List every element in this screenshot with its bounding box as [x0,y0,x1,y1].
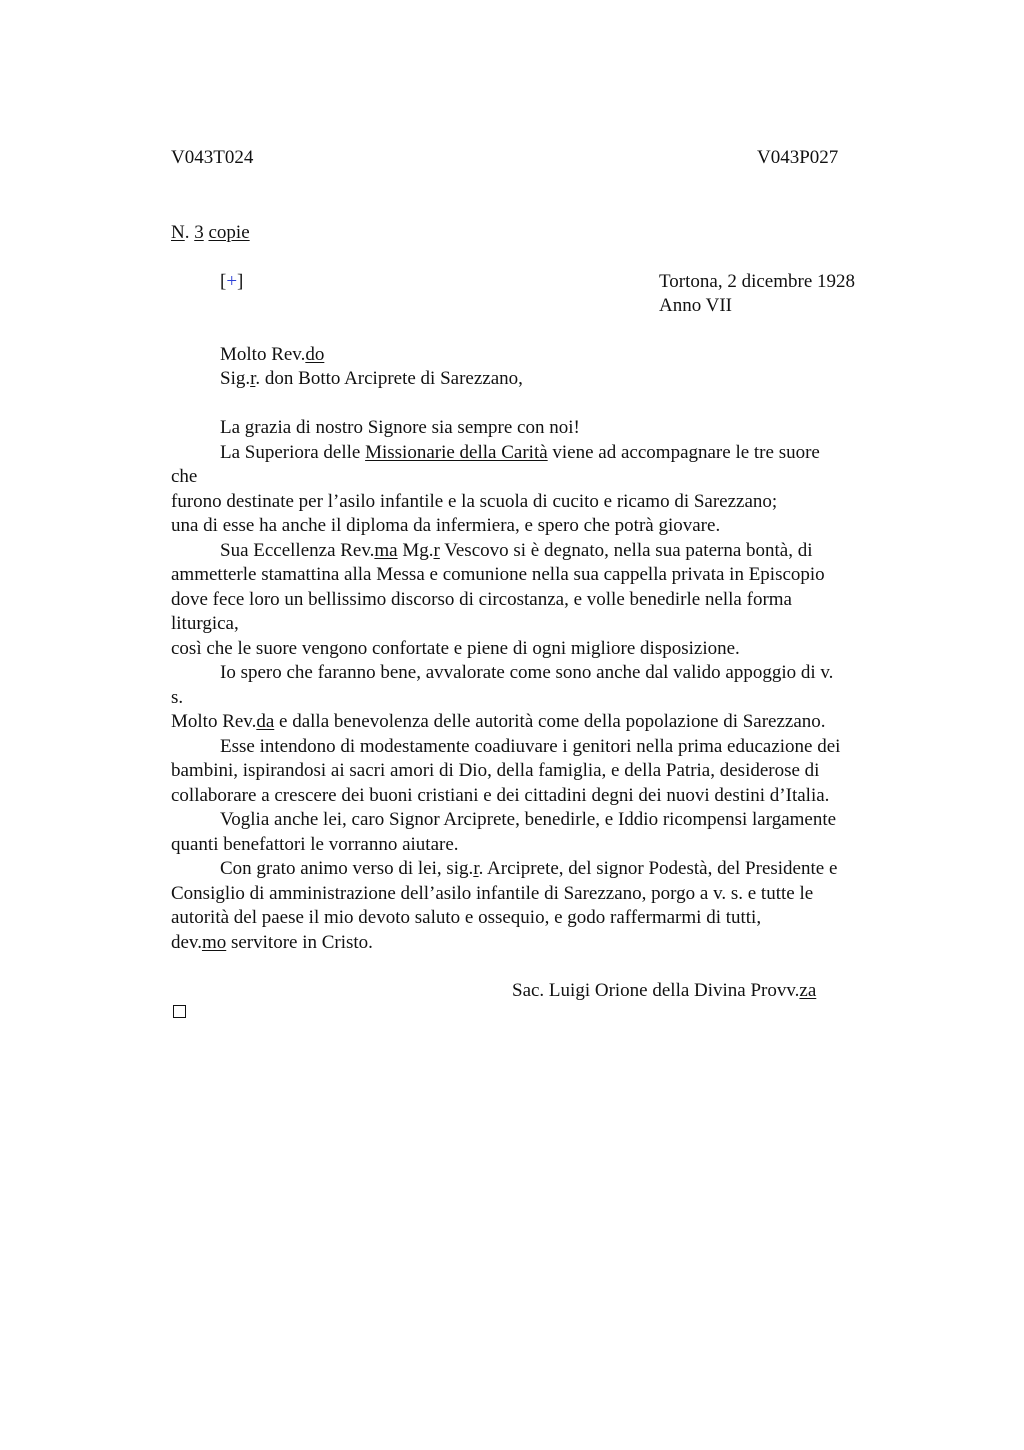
body-abbrev: r [433,540,440,561]
body-text: Molto Rev. [171,711,257,732]
cross-mark [220,271,243,293]
congregation-name: Missionarie della Carità [365,442,548,463]
body-line: bambini, ispirandosi ai sacri amori di Dio, della famiglia, e della Patria, desiderose di [171,760,820,781]
body-text: Con grato animo verso di lei, sig. [220,858,474,879]
salutation-abbrev: do [305,344,325,365]
body-line [171,931,373,955]
copies-word: copie [208,222,250,243]
body-abbrev: da [256,711,275,732]
body-abbrev: mo [201,932,227,953]
salutation-line-1 [220,343,324,367]
copies-number: 3 [194,222,204,243]
body-line: che [171,466,198,487]
body-text: dev. [171,932,202,953]
body-line: quanti benefattori le vorranno aiutare. [171,834,459,855]
copies-n: N [171,222,185,243]
body-line: collaborare a crescere dei buoni cristiani e dei cittadini degni dei nuovi destini d’Italia. [171,785,830,806]
copies-note [171,222,250,244]
body-text: Sua Eccellenza Rev. [220,540,375,561]
salutation-text: Sig. [220,368,251,389]
body-line: ammetterle stamattina alla Messa e comunione nella sua cappella privata in Episcopio [171,564,825,585]
body-line [171,710,826,734]
body-line: Voglia anche lei, caro Signor Arciprete, benedirle, e Iddio ricompensi largamente [220,809,837,830]
salutation-line-2 [220,367,523,391]
body-line: Consiglio di amministrazione dell’asilo infantile di Sarezzano, porgo a v. s. e tutte le [171,883,814,904]
salutation-text: . don Botto Arciprete di Sarezzano, [255,368,523,389]
body-line: s. [171,687,184,708]
empty-box-icon [173,1005,186,1018]
body-line: dove fece loro un bellissimo discorso di circostanza, e volle benedirle nella forma [171,589,792,610]
body-abbrev: r [473,858,479,879]
cross-open-bracket: [ [220,271,227,292]
signature [512,980,816,1002]
body-line: una di esse ha anche il diploma da infermiera, e spero che potrà giovare. [171,515,721,536]
anno: Anno VII [659,295,733,316]
body-text: Vescovo si è degnato, nella sua paterna bontà, di [439,540,813,561]
document-code-left: V043T024 [171,147,254,168]
body-text: servitore in Cristo. [226,932,373,953]
body-line: Esse intendono di modestamente coadiuvare i genitori nella prima educazione dei [220,736,841,757]
cross-close-bracket: ] [237,271,244,292]
body-line: liturgica, [171,613,239,634]
body-text: e dalla benevolenza delle autorità come della popolazione di Sarezzano. [274,711,826,732]
copies-dot: . [184,222,195,243]
body-line: furono destinate per l’asilo infantile e la scuola di cucito e ricamo di Sarezzano; [171,491,778,512]
cross-icon: + [226,271,238,292]
body-line: Io spero che faranno bene, avvalorate come sono anche dal valido appoggio di v. [220,662,834,683]
salutation-abbrev: r [250,368,256,389]
body-line [220,441,820,465]
body-line [220,857,837,881]
body-line: così che le suore vengono confortate e piene di ogni migliore disposizione. [171,638,740,659]
body-text: viene ad accompagnare le tre suore [547,442,820,463]
salutation-text: Molto Rev. [220,344,306,365]
place-date: Tortona, 2 dicembre 1928 [659,271,856,292]
document-code-right: V043P027 [757,147,839,168]
body-text: La Superiora delle [220,442,366,463]
body-text: . Arciprete, del signor Podestà, del Presidente e [478,858,838,879]
signature-abbrev: za [799,980,817,1001]
body-text: Mg. [397,540,434,561]
body-line: La grazia di nostro Signore sia sempre con noi! [220,417,580,438]
body-line [220,539,813,563]
signature-text: Sac. Luigi Orione della Divina Provv. [512,980,800,1001]
body-abbrev: ma [374,540,398,561]
body-line: autorità del paese il mio devoto saluto e ossequio, e godo raffermarmi di tutti, [171,907,762,928]
